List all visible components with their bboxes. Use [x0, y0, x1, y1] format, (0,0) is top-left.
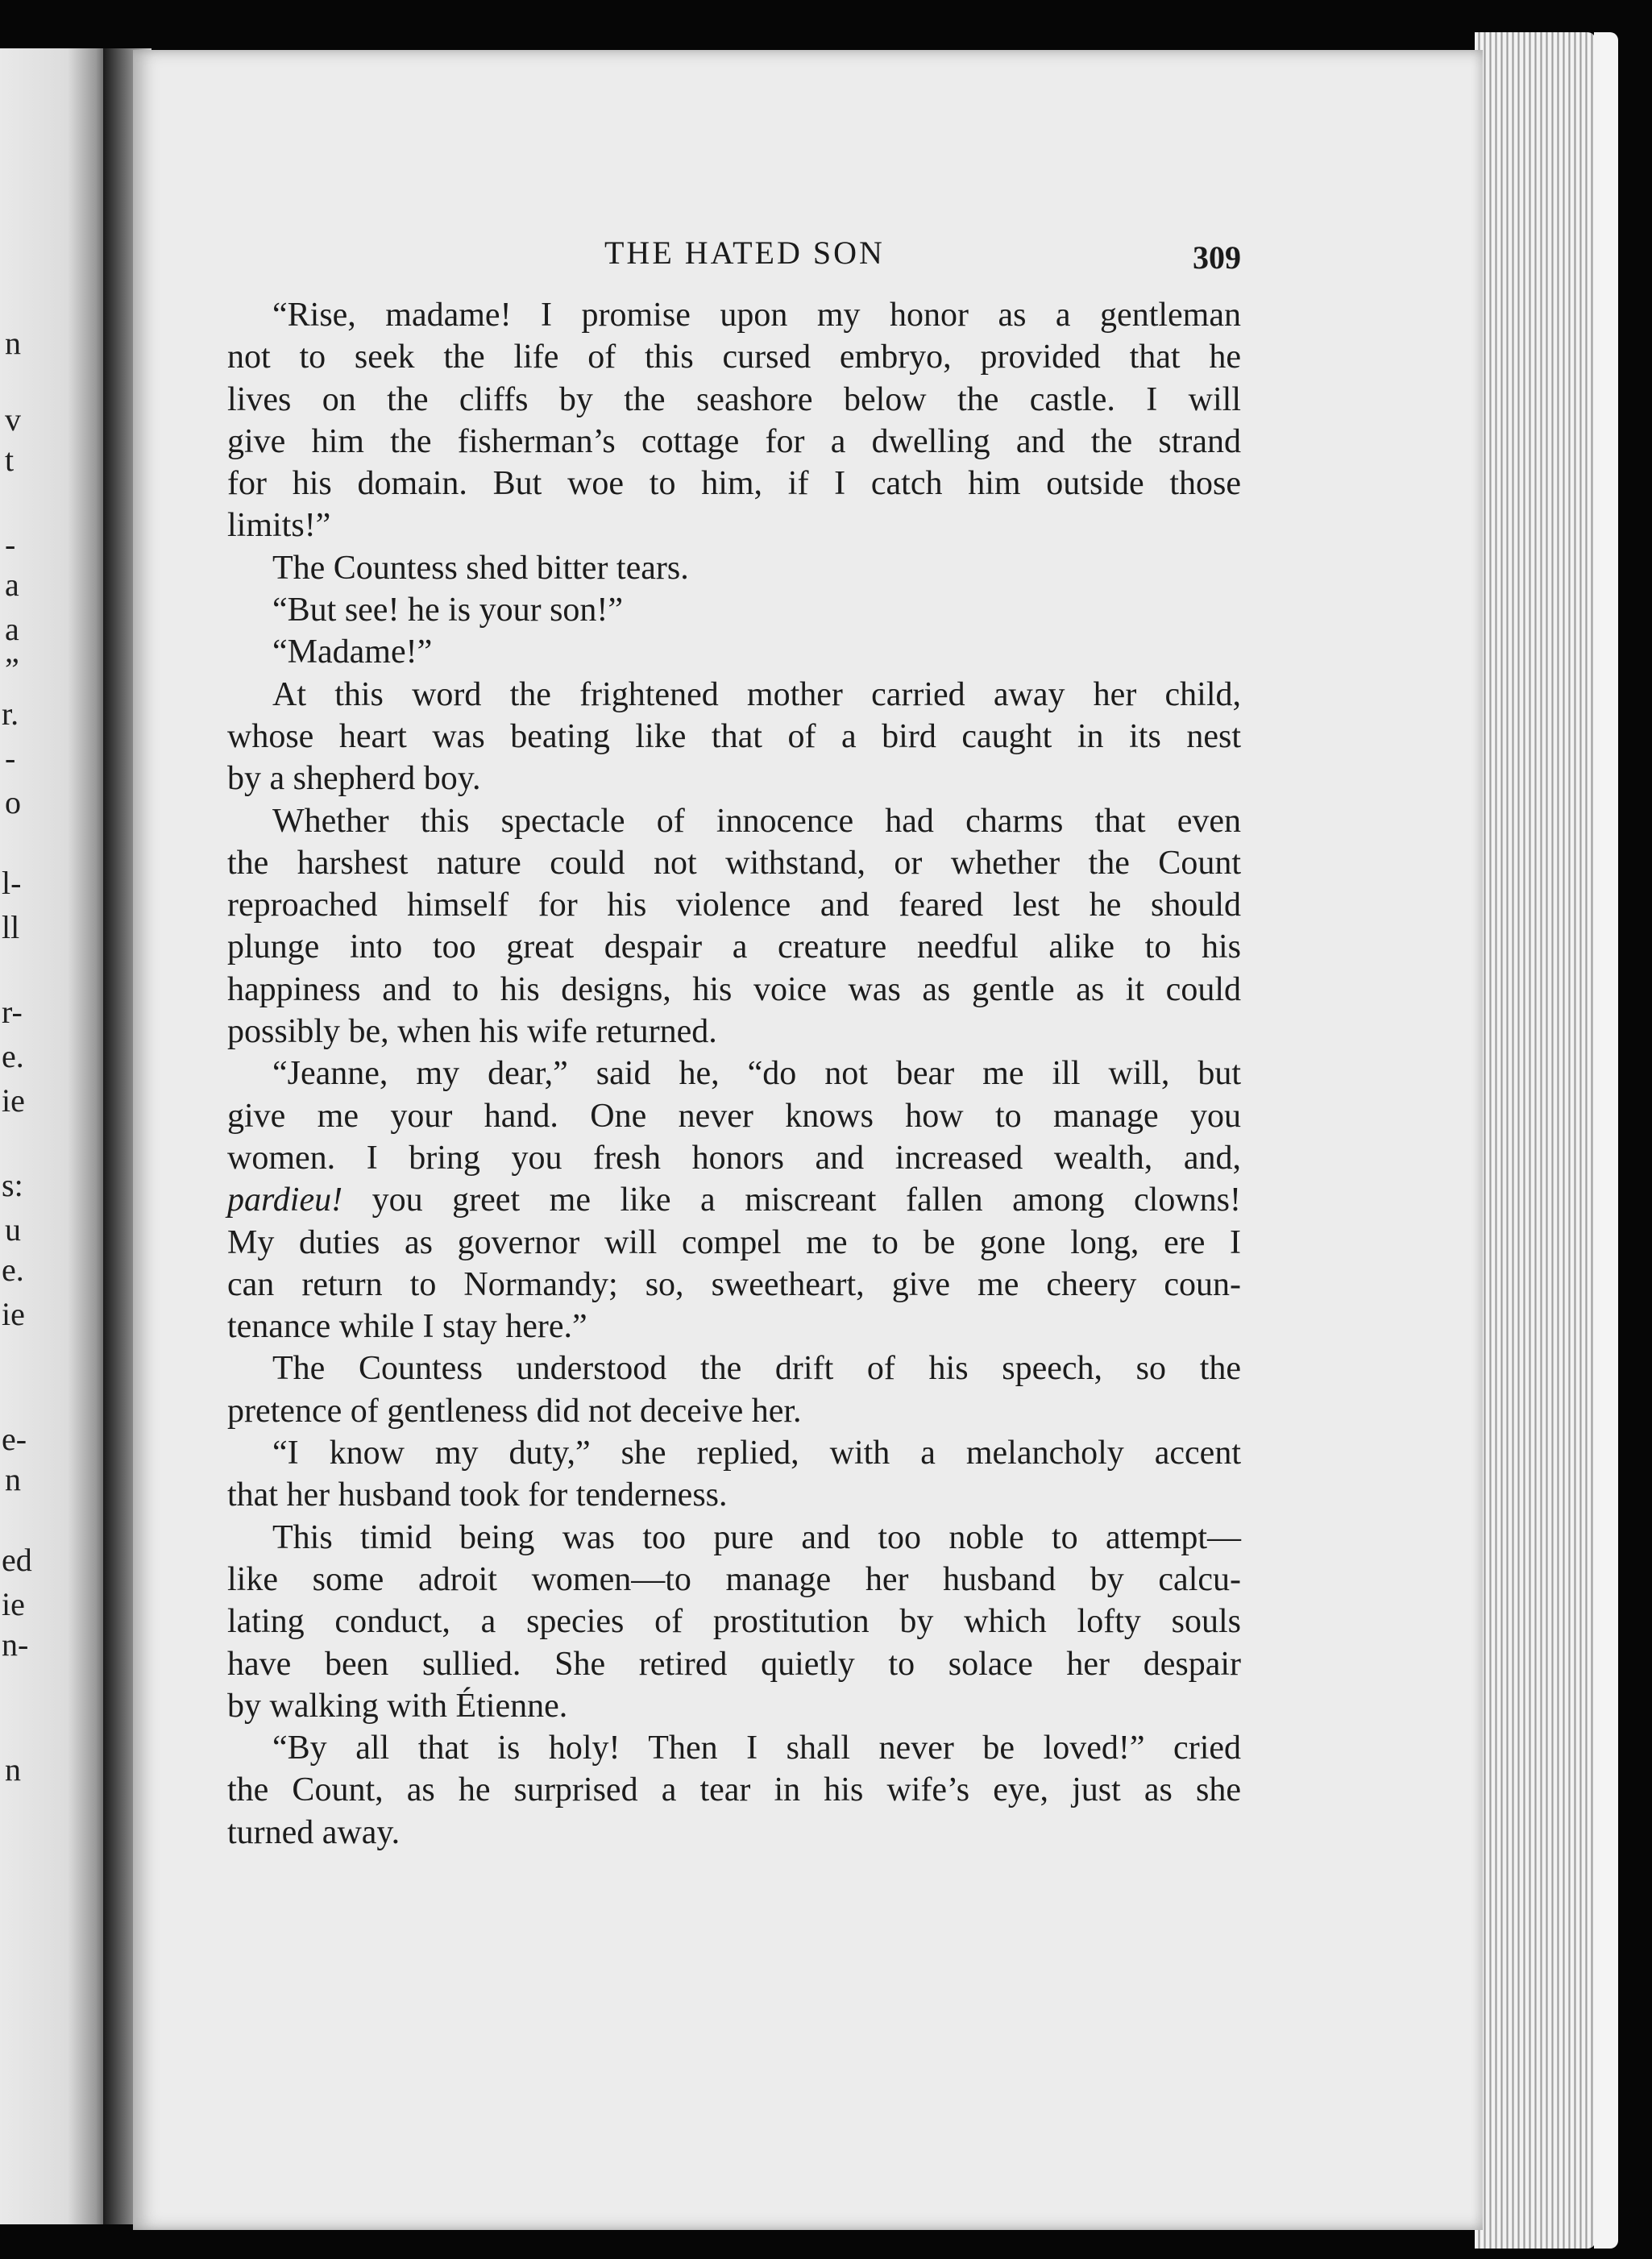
previous-page-fragment: ll — [2, 909, 20, 945]
text-line: This timid being was too pure and too noble to attempt— — [272, 1518, 1241, 1556]
body-text — [227, 294, 1241, 1854]
previous-page-fragment: e. — [2, 1038, 24, 1074]
previous-page-fragment: ie — [2, 1586, 25, 1622]
previous-page-fragment: s: — [2, 1167, 23, 1203]
text-line: “Madame!” — [272, 633, 433, 671]
text-line: limits!” — [227, 507, 331, 545]
text-line: “By all that is holy! Then I shall never be loved!” cried — [272, 1730, 1241, 1767]
text-line: My duties as governor will compel me to be gone long, ere I — [227, 1223, 1241, 1261]
previous-page-fragment: ie — [2, 1082, 25, 1119]
text-line: plunge into too great despair a creature needful alike to his — [227, 928, 1241, 966]
previous-page-fragment: n- — [2, 1626, 29, 1663]
italic-exclamation: pardieu! — [227, 1181, 343, 1219]
text-line: give him the fisherman’s cottage for a dwelling and the strand — [227, 422, 1241, 460]
text-line — [227, 1179, 1241, 1221]
text-line: the Count, as he surprised a tear in his wife’s eye, just as she — [227, 1771, 1241, 1809]
previous-page-fragment: r. — [2, 696, 19, 732]
text-line: “Jeanne, my dear,” said he, “do not bear me ill will, but — [272, 1055, 1241, 1093]
text-line: “Rise, madame! I promise upon my honor as a gentleman — [272, 297, 1241, 334]
text-line: whose heart was beating like that of a bird caught in its nest — [227, 717, 1241, 755]
text-line: The Countess shed bitter tears. — [272, 549, 689, 587]
previous-page-fragment: ie — [2, 1296, 25, 1332]
text-line: possibly be, when his wife returned. — [227, 1013, 717, 1051]
previous-page-fragment: - — [5, 526, 16, 563]
text-line: Whether this spectacle of innocence had charms that even — [272, 802, 1241, 840]
text-line: “But see! he is your son!” — [272, 592, 624, 629]
text-line: At this word the frightened mother carried away her child, — [272, 675, 1241, 713]
text-line: lives on the cliffs by the seashore below the castle. I will — [227, 380, 1241, 418]
previous-page-fragment: a — [5, 611, 19, 647]
text-line: by walking with Étienne. — [227, 1687, 568, 1725]
previous-page-fragment: e- — [2, 1421, 27, 1457]
text-line: for his domain. But woe to him, if I catch him outside those — [227, 465, 1241, 503]
running-title: THE HATED SON — [604, 235, 885, 271]
previous-page-fragment: ed — [2, 1542, 32, 1578]
text-line: turned away. — [227, 1813, 401, 1851]
text-line: reproached himself for his violence and feared lest he should — [227, 887, 1241, 924]
text-line: give me your hand. One never knows how to manage you — [227, 1097, 1241, 1135]
previous-page-fragment: e. — [2, 1252, 24, 1288]
text-line: The Countess understood the drift of his speech, so the — [272, 1350, 1241, 1388]
previous-page-fragment: r- — [2, 994, 23, 1030]
previous-page-fragment: v — [5, 401, 21, 438]
previous-page-fragment: n — [5, 1461, 21, 1497]
previous-page — [0, 48, 113, 2224]
previous-page-fragment: o — [5, 784, 21, 820]
text-line: like some adroit women—to manage her husband by calcu- — [227, 1560, 1241, 1598]
text-line: “I know my duty,” she replied, with a melancholy accent — [272, 1435, 1241, 1472]
text-line: pretence of gentleness did not deceive her. — [227, 1392, 802, 1430]
previous-page-fragment: - — [5, 740, 16, 776]
text-line: can return to Normandy; so, sweetheart, give me cheery coun- — [227, 1265, 1241, 1303]
text-line: happiness and to his designs, his voice was as gentle as it could — [227, 970, 1241, 1008]
text-line: that her husband took for tenderness. — [227, 1476, 728, 1514]
text-line: not to seek the life of this cursed embryo, provided that he — [227, 338, 1241, 376]
page-edges — [1475, 32, 1596, 2249]
text-segment: you greet me like a miscreant fallen among clowns! — [342, 1181, 1241, 1219]
previous-page-fragment: a — [5, 567, 19, 603]
text-line: lating conduct, a species of prostitution by which lofty souls — [227, 1603, 1241, 1641]
previous-page-fragment: n — [5, 325, 21, 361]
previous-page-fragment: t — [5, 442, 15, 478]
previous-page-fragment: l- — [2, 865, 22, 901]
previous-page-fragment: ” — [5, 651, 19, 687]
text-line: tenance while I stay here.” — [227, 1308, 587, 1346]
page-number: 309 — [1193, 239, 1241, 276]
previous-page-fragment: n — [5, 1751, 21, 1788]
text-line: women. I bring you fresh honors and increased wealth, and, — [227, 1139, 1241, 1177]
page-header — [133, 234, 1483, 282]
previous-page-fragment: u — [5, 1211, 21, 1248]
text-line: the harshest nature could not withstand, or whether the Count — [227, 844, 1241, 882]
text-line: have been sullied. She retired quietly to solace her despair — [227, 1645, 1241, 1683]
text-line: by a shepherd boy. — [227, 760, 481, 798]
